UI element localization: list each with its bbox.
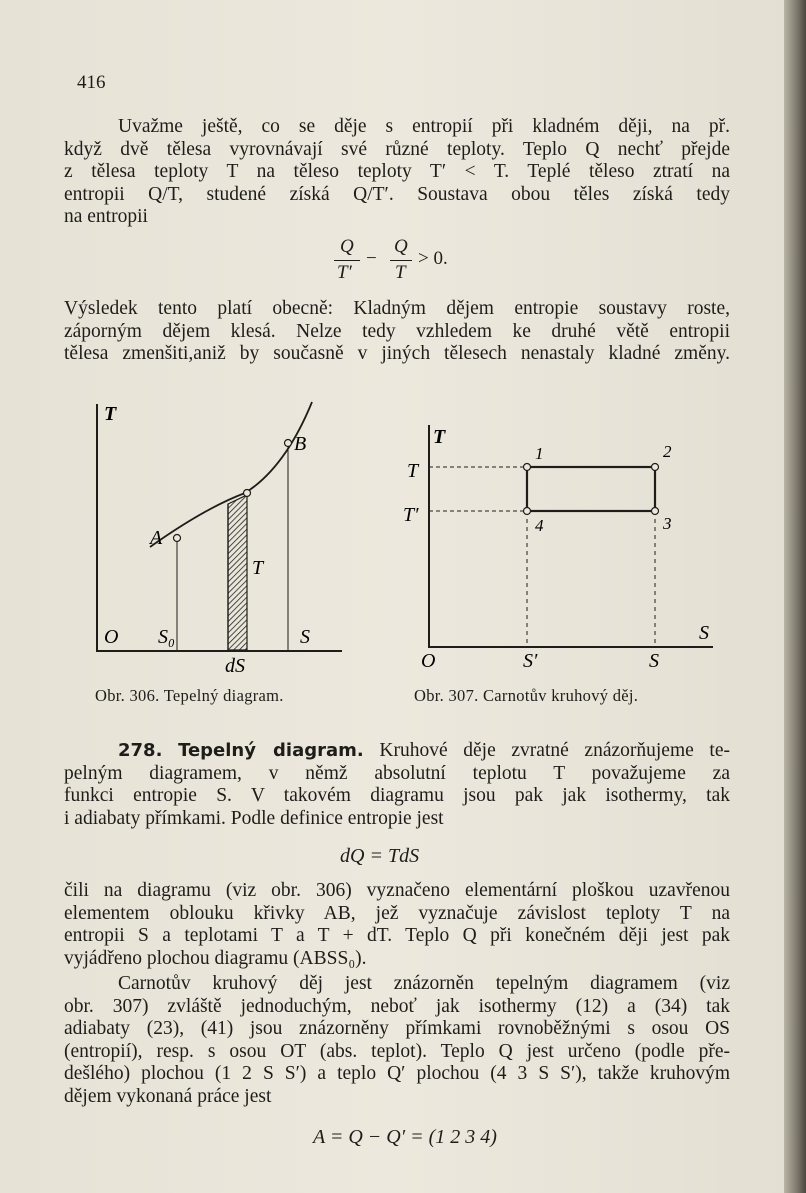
text-line: entropii Q/T, studené získá Q/T′. Soustava obou těles získá tedy <box>64 183 730 205</box>
section-278-paragraph <box>64 740 730 830</box>
formula-numerator: Q <box>340 236 354 257</box>
label-a: A <box>150 527 163 549</box>
text-line: i adiabaty přímkami. Podle definice entropie jest <box>64 807 444 829</box>
formula-denominator: T′ <box>337 262 352 283</box>
text-line: záporným dějem klesá. Nelze tedy vzhledem ke druhé větě entropii <box>64 320 730 342</box>
fraction-bar <box>390 260 412 261</box>
section-title: Tepelný diagram. <box>178 740 364 761</box>
label-t: T <box>407 460 419 482</box>
text-line: tělesa zmenšiti,aniž by současně v jiných tělesech nenastaly kladné změny. <box>64 343 730 364</box>
text-line: Carnotův kruhový děj jest znázorněn tepelným diagramem (viz <box>118 973 730 994</box>
point-strip-top <box>244 490 251 497</box>
formula-minus: − <box>366 248 377 269</box>
label-origin: O <box>104 626 119 648</box>
label-s-prime: S′ <box>523 650 538 672</box>
text-line: z tělesa teploty T na těleso teploty T′ < T. Teplé těleso ztratí na <box>64 161 730 182</box>
point-1 <box>524 464 531 471</box>
carnot-rectangle <box>527 467 655 511</box>
label-s: S <box>300 626 310 648</box>
hatched-strip <box>228 495 247 650</box>
paragraph-curve-ab <box>64 880 730 970</box>
point-4 <box>524 508 531 515</box>
text-line: vyjádřeno plochou diagramu (ABSS₀). <box>64 947 367 969</box>
fraction-bar <box>334 260 360 261</box>
formula-relation: > 0. <box>418 248 448 269</box>
formula-numerator: Q <box>394 236 408 257</box>
label-point-4: 4 <box>535 516 544 535</box>
text-line: entropii S a teplotami T a T + dT. Teplo Q při konečném ději jest pak <box>64 925 730 946</box>
formula-work: A = Q − Q′ = (1 2 3 4) <box>313 1126 497 1148</box>
text-line: pelným diagramem, v němž absolutní teplotu T považujeme za <box>64 762 730 784</box>
section-number: 278. <box>118 740 163 761</box>
figure-307-caption: Obr. 307. Carnotův kruhový děj. <box>414 686 639 705</box>
section-first-line <box>64 740 730 763</box>
point-3 <box>652 508 659 515</box>
text-line: čili na diagramu (viz obr. 306) vyznačeno elementární ploškou uzavřenou <box>64 880 730 901</box>
label-s: S <box>649 650 659 672</box>
point-a <box>174 535 181 542</box>
text-line: na entropii <box>64 206 148 227</box>
figure-307-carnot-cycle <box>395 415 735 675</box>
formula-denominator: T <box>395 262 406 283</box>
result-paragraph <box>64 298 730 366</box>
point-2 <box>652 464 659 471</box>
text-line: elementem oblouku křivky AB, jež vyznačuje závislost teploty T na <box>64 902 730 924</box>
label-b: B <box>294 433 307 455</box>
text-line: adiabaty (23), (41) jsou znázorněny přímkami rovnoběžnými s osou OS <box>64 1018 730 1039</box>
paragraph-carnot <box>64 973 730 1108</box>
figure-306-caption: Obr. 306. Tepelný diagram. <box>95 686 284 705</box>
label-origin: O <box>421 650 436 672</box>
text-line: Výsledek tento platí obecně: Kladným dějem entropie soustavy roste, <box>64 298 730 319</box>
label-point-3: 3 <box>663 514 672 533</box>
text-line: obr. 307) zvláště jednoduchým, neboť jak isothermy (12) a (34) tak <box>64 995 730 1017</box>
label-s-axis: S <box>699 622 709 644</box>
label-t-axis: T <box>433 426 446 448</box>
point-b <box>285 440 292 447</box>
figure-306-thermal-diagram <box>80 390 360 680</box>
label-t-prime: T′ <box>403 504 419 526</box>
text-line: když dvě tělesa vyrovnávají své různé teploty. Teplo Q nechť přejde <box>64 138 730 160</box>
label-point-2: 2 <box>663 442 672 461</box>
label-ds: dS <box>225 655 245 677</box>
text-line: funkci entropie S. V takovém diagramu jsou pak jak isothermy, tak <box>64 785 730 806</box>
text-line: (entropií), resp. s osou OT (abs. teplot). Teplo Q jest určeno (podle pře- <box>64 1040 730 1062</box>
formula-dq: dQ = TdS <box>340 845 420 867</box>
intro-paragraph <box>64 116 730 229</box>
label-t-strip: T <box>252 557 264 579</box>
label-t-axis: T <box>104 403 117 425</box>
text-line: Kruhové děje zvratné znázorňujeme te- <box>379 740 730 761</box>
text-line: dějem vykonaná práce jest <box>64 1085 272 1107</box>
text-line: Uvažme ještě, co se děje s entropií při kladném ději, na př. <box>118 116 730 137</box>
label-point-1: 1 <box>535 444 544 463</box>
page-number: 416 <box>77 72 106 93</box>
page-edge <box>784 0 806 1193</box>
text-line: dešlého) plochou (1 2 S S′) a teplo Q′ plochou (4 3 S S′), takže kruhovým <box>64 1063 730 1084</box>
label-s0: S₀ <box>158 626 175 648</box>
